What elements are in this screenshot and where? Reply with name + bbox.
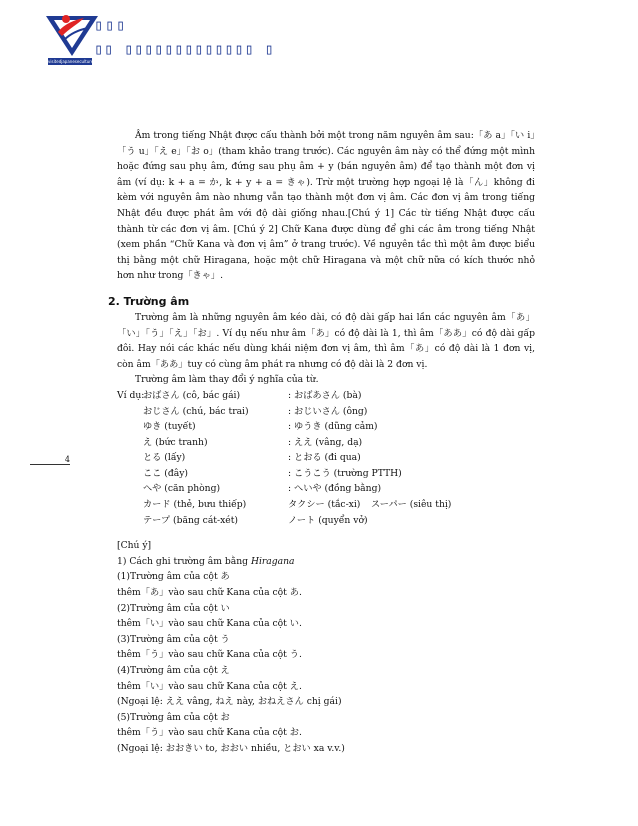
note-item-body: thêm「う」vào sau chữ Kana của cột お.: [117, 727, 302, 739]
example-word: おばさん (cô, bác gái): [143, 389, 241, 401]
example-word: ここ (đây): [143, 467, 189, 479]
page-number: 4: [30, 456, 70, 465]
note-subtitle-emphasis: Hiragana: [250, 555, 295, 567]
example-contrast: : おばあさん (bà): [288, 389, 362, 401]
example-word: え (bức tranh): [143, 436, 208, 448]
example-extra: スーパー (siêu thị): [371, 499, 452, 511]
example-word: ゆき (tuyết): [143, 421, 196, 433]
example-row: [117, 450, 535, 466]
document-body: [108, 128, 535, 757]
note-item-exception: (Ngoại lệ: ええ vâng, ねえ này, おねえさん chị gái): [117, 696, 342, 708]
note-item-body: thêm「い」vào sau chữ Kana của cột い.: [117, 618, 302, 630]
example-list: [117, 388, 535, 528]
note-block: [117, 538, 535, 756]
note-item-head: (4)Trường âm của cột え: [117, 665, 230, 676]
logo-emblem-icon: [44, 10, 100, 60]
example-row: [117, 513, 535, 529]
example-row: [117, 497, 535, 513]
note-title: [Chú ý]: [117, 540, 152, 552]
example-row: [117, 481, 535, 497]
note-subtitle-text: 1) Cách ghi trường âm bằng: [117, 555, 251, 567]
example-contrast: : おじいさん (ông): [288, 405, 368, 417]
example-word: テープ (băng cát-xét): [143, 514, 238, 526]
section-heading: 2. Trường âm: [108, 294, 190, 308]
brand-title-top: ▯▯▯: [94, 16, 128, 34]
brand-title-bottom: ▯▯ ▯▯▯▯▯▯▯▯▯▯▯▯▯ ▯: [94, 40, 275, 58]
example-contrast: : とおる (đi qua): [288, 452, 361, 464]
note-subtitle: [117, 554, 535, 570]
note-item-head: (5)Trường âm của cột お: [117, 711, 230, 723]
example-contrast: : へいや (đồng bằng): [288, 483, 382, 495]
intro-paragraph: Âm trong tiếng Nhật được cấu thành bởi một trong năm nguyên âm sau:「あ a」「い i」「う u」「え e」「お o」(tham khảo trang trước). Các nguyên âm này có thể đứng một mình hoặc đứng sau phụ âm, đứng sau phụ âm + y (bán nguyên âm) để tạo thành một đơn vị âm (ví dụ: k + a = か, k + y + a = きゃ). Trừ một trường hợp ngoại lệ là「ん」không đi kèm với nguyên âm nào nhưng vẫn tạo thành một đơn vị âm. Các đơn vị âm trong tiếng Nhật đều được phát âm với độ dài giống nhau.[Chú ý 1] Các từ tiếng Nhật được cấu thành từ các đơn vị âm. [Chú ý 2] Chữ Kana được dùng để ghi các âm trong tiếng Nhật (xem phần “Chữ Kana và đơn vị âm” ở trang trước). Về nguyên tắc thì một âm được biểu thị bằng một chữ Hiragana, hoặc một chữ Hiragana và một chữ nữa có kích thước nhỏ hơn như trong「きゃ」.: [117, 130, 535, 282]
example-word: おじさん (chú, bác trai): [143, 405, 249, 417]
section-paragraph-1: Trường âm là những nguyên âm kéo dài, có độ dài gấp hai lần các nguyên âm「あ」「い」「う」「え」「お」. Ví dụ nếu như âm「あ」có độ dài là 1, thì âm「ああ」có độ dài gấp đôi. Hay nói các khác nếu dùng khái niệm đơn vị âm, thì âm「あ」có độ dài là 1 đơn vị, còn âm「ああ」tuy có cùng âm phát ra nhưng có độ dài là 2 đơn vị.: [117, 311, 535, 370]
example-row: [117, 466, 535, 482]
example-contrast: : こうこう (trường PTTH): [288, 467, 402, 479]
example-row: [117, 404, 535, 420]
example-word: へや (căn phòng): [143, 483, 221, 495]
note-item-exception: (Ngoại lệ: おおきい to, おおい nhiều, とおい xa v.v.): [117, 742, 345, 754]
page-header: [44, 10, 464, 70]
example-contrast: : ゆうき (dũng cảm): [288, 421, 378, 433]
section-paragraph-2: Trường âm làm thay đổi ý nghĩa của từ.: [135, 374, 319, 386]
note-item-head: (2)Trường âm của cột い: [117, 602, 230, 614]
example-word: とる (lấy): [143, 452, 186, 464]
note-item-body: thêm「い」vào sau chữ Kana của cột え.: [117, 680, 302, 692]
example-contrast: タクシー (tắc-xi): [288, 499, 361, 511]
example-word: カード (thẻ, bưu thiếp): [143, 499, 247, 511]
example-row: [117, 419, 535, 435]
note-item-body: thêm「う」vào sau chữ Kana của cột う.: [117, 649, 302, 661]
example-contrast: : ええ (vâng, dạ): [288, 436, 363, 448]
note-item-head: (3)Trường âm của cột う: [117, 633, 230, 645]
logo-caption: visitedjapaneseculture.com: [48, 59, 104, 64]
note-item-head: (1)Trường âm của cột あ: [117, 571, 230, 583]
logo: [44, 10, 104, 68]
note-item-body: thêm「あ」vào sau chữ Kana của cột あ.: [117, 587, 302, 599]
example-contrast: ノート (quyển vở): [288, 514, 368, 526]
example-label: Ví dụ:: [117, 389, 145, 401]
example-row: [117, 435, 535, 451]
example-row: [117, 388, 535, 404]
